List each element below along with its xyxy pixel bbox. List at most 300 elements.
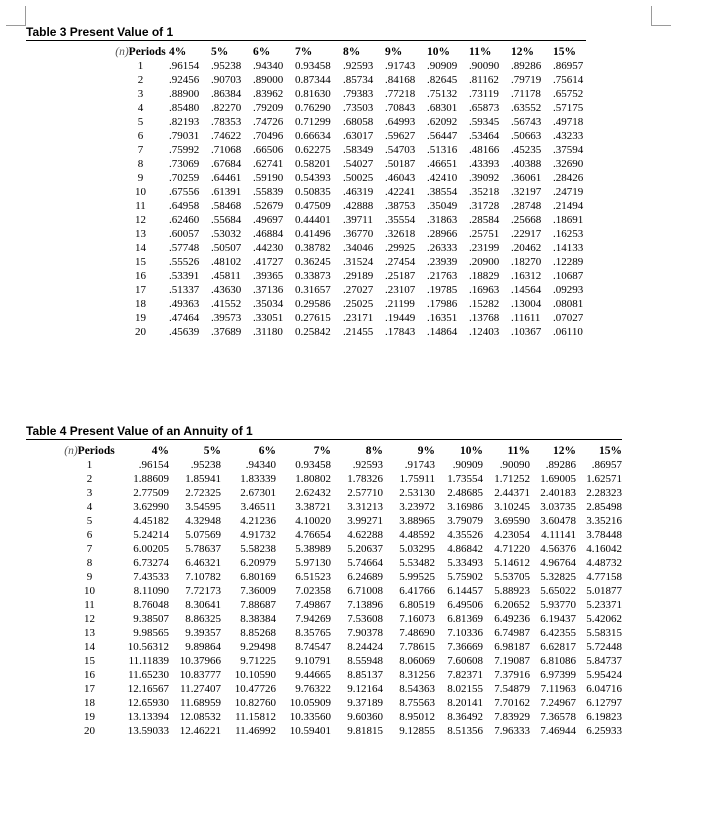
corner-mark-left-vertical [25, 6, 26, 26]
period-cell: 4 [86, 501, 93, 513]
rate-header: 4% [151, 445, 169, 457]
value-cell: 0.47509 [295, 200, 331, 212]
value-cell: 4.48592 [399, 529, 435, 541]
value-cell: .33051 [253, 312, 284, 324]
table-row [112, 143, 586, 157]
value-cell: 4.77158 [586, 571, 622, 583]
value-cell: .53391 [169, 270, 200, 282]
table4-periods-header [62, 444, 117, 458]
value-cell: .74726 [253, 116, 284, 128]
value-cell: 10.82760 [234, 697, 276, 709]
value-cell: .28748 [511, 200, 542, 212]
value-cell: .35554 [385, 214, 416, 226]
table-row [62, 612, 622, 626]
period-cell: 12 [135, 214, 146, 226]
period-cell: 5 [86, 515, 93, 527]
value-cell: .36770 [343, 228, 374, 240]
value-cell: 7.49867 [295, 599, 331, 611]
value-cell: 5.20637 [347, 543, 383, 555]
value-cell: 4.21236 [240, 515, 276, 527]
table-row [112, 283, 586, 297]
value-cell: .55684 [211, 214, 242, 226]
period-cell: 7 [86, 543, 93, 555]
table-row [112, 199, 586, 213]
value-cell: 6.04716 [586, 683, 622, 695]
value-cell: .55839 [253, 186, 284, 198]
value-cell: 8.54363 [399, 683, 435, 695]
value-cell: 8.51356 [447, 725, 483, 737]
value-cell: 7.94269 [295, 613, 331, 625]
value-cell: 4.62288 [347, 529, 383, 541]
value-cell: .46319 [343, 186, 374, 198]
value-cell: .11611 [511, 312, 541, 324]
value-cell: .41727 [253, 256, 284, 268]
table-row [62, 542, 622, 556]
value-cell: .31863 [427, 214, 458, 226]
value-cell: .67556 [169, 186, 200, 198]
value-cell: .56447 [427, 130, 458, 142]
value-cell: 4.45182 [133, 515, 169, 527]
value-cell: .56743 [511, 116, 542, 128]
table-row [62, 584, 622, 598]
value-cell: .90909 [452, 459, 483, 471]
value-cell: 11.27407 [180, 683, 221, 695]
value-cell: 5.23371 [586, 599, 622, 611]
period-cell: 9 [86, 571, 93, 583]
value-cell: 5.75902 [447, 571, 483, 583]
value-cell: 8.85268 [240, 627, 276, 639]
value-cell: 11.11839 [128, 655, 169, 667]
value-cell: .23107 [385, 284, 416, 296]
value-cell: 7.02358 [295, 585, 331, 597]
value-cell: 3.69590 [494, 515, 530, 527]
value-cell: 8.55948 [347, 655, 383, 667]
value-cell: .64993 [385, 116, 416, 128]
period-cell: 14 [84, 641, 95, 653]
value-cell: 6.80519 [399, 599, 435, 611]
value-cell: .46651 [427, 158, 458, 170]
value-cell: .44230 [253, 242, 284, 254]
value-cell: .60057 [169, 228, 200, 240]
period-cell: 9 [137, 172, 144, 184]
period-cell: 8 [86, 557, 93, 569]
corner-mark-right-horizontal [651, 25, 671, 26]
rate-header: 8% [365, 445, 383, 457]
value-cell: 10.05909 [289, 697, 331, 709]
value-cell: 7.54879 [494, 683, 530, 695]
value-cell: 4.35526 [447, 529, 483, 541]
rate-header: 6% [253, 46, 271, 58]
value-cell: .89286 [511, 60, 542, 72]
rate-header: 11% [507, 445, 530, 457]
value-cell: 4.48732 [586, 557, 622, 569]
period-cell: 16 [84, 669, 95, 681]
value-cell: 3.62990 [133, 501, 169, 513]
value-cell: 0.27615 [295, 312, 331, 324]
value-cell: .39365 [253, 270, 284, 282]
value-cell: .13004 [511, 298, 542, 310]
value-cell: .68058 [343, 116, 374, 128]
value-cell: .20462 [511, 242, 542, 254]
table3-header-row [112, 45, 586, 59]
period-cell: 19 [84, 711, 95, 723]
value-cell: .50663 [511, 130, 542, 142]
value-cell: 6.49506 [447, 599, 483, 611]
period-cell: 6 [86, 529, 93, 541]
period-cell: 14 [135, 242, 146, 254]
value-cell: 6.19823 [586, 711, 622, 723]
value-cell: 0.41496 [295, 228, 331, 240]
value-cell: 2.48685 [447, 487, 483, 499]
period-cell: 3 [137, 88, 144, 100]
value-cell: .49718 [553, 116, 584, 128]
value-cell: 11.46992 [235, 725, 276, 737]
value-cell: .73069 [169, 158, 200, 170]
period-cell: 17 [135, 284, 146, 296]
value-cell: .35049 [427, 200, 458, 212]
period-cell: 5 [137, 116, 144, 128]
value-cell: 8.95012 [399, 711, 435, 723]
value-cell: .73503 [343, 102, 374, 114]
value-cell: 5.07569 [185, 529, 221, 541]
value-cell: 9.12164 [347, 683, 383, 695]
period-cell: 16 [135, 270, 146, 282]
value-cell: .28584 [469, 214, 500, 226]
value-cell: .32618 [385, 228, 416, 240]
value-cell: 5.99525 [399, 571, 435, 583]
value-cell: 2.53130 [399, 487, 435, 499]
value-cell: .50025 [343, 172, 374, 184]
value-cell: 6.14457 [447, 585, 483, 597]
value-cell: 8.06069 [399, 655, 435, 667]
rate-header: 10% [427, 46, 450, 58]
value-cell: 10.33560 [289, 711, 331, 723]
table4-body [62, 458, 622, 738]
value-cell: .27454 [385, 256, 416, 268]
value-cell: 7.19087 [494, 655, 530, 667]
periods-label: Periods [77, 445, 115, 457]
value-cell: .57748 [169, 242, 200, 254]
value-cell: 3.46511 [240, 501, 276, 513]
value-cell: 0.36245 [295, 256, 331, 268]
table-row [62, 724, 622, 738]
table-row [62, 640, 622, 654]
period-cell: 20 [84, 725, 95, 737]
value-cell: .12289 [553, 256, 584, 268]
value-cell: .31180 [253, 326, 283, 338]
value-cell: .16963 [469, 284, 500, 296]
value-cell: 8.30641 [185, 599, 221, 611]
value-cell: .15282 [469, 298, 500, 310]
value-cell: 4.91732 [240, 529, 276, 541]
value-cell: .91743 [404, 459, 435, 471]
value-cell: 7.83929 [494, 711, 530, 723]
value-cell: 0.66634 [295, 130, 331, 142]
value-cell: .16312 [511, 270, 542, 282]
value-cell: .43393 [469, 158, 500, 170]
value-cell: 2.28323 [586, 487, 622, 499]
value-cell: 6.97399 [540, 669, 576, 681]
table-row [62, 668, 622, 682]
value-cell: 1.75911 [399, 473, 435, 485]
periods-label: Periods [128, 46, 166, 58]
value-cell: 8.38384 [240, 613, 276, 625]
value-cell: .45639 [169, 326, 200, 338]
table-row [112, 325, 586, 339]
value-cell: .86957 [553, 60, 584, 72]
value-cell: 0.50835 [295, 186, 331, 198]
value-cell: 9.44665 [295, 669, 331, 681]
value-cell: 6.81369 [447, 613, 483, 625]
value-cell: .61391 [211, 186, 242, 198]
period-cell: 18 [135, 298, 146, 310]
value-cell: .66506 [253, 144, 284, 156]
value-cell: .46043 [385, 172, 416, 184]
value-cell: 9.71225 [240, 655, 276, 667]
value-cell: .45811 [211, 270, 241, 282]
value-cell: 5.74664 [347, 557, 383, 569]
value-cell: 0.62275 [295, 144, 331, 156]
value-cell: 6.20652 [494, 599, 530, 611]
value-cell: 0.29586 [295, 298, 331, 310]
value-cell: .62741 [253, 158, 284, 170]
period-cell: 13 [84, 627, 95, 639]
value-cell: 7.48690 [399, 627, 435, 639]
value-cell: .18270 [511, 256, 542, 268]
value-cell: 6.51523 [295, 571, 331, 583]
value-cell: 2.57710 [347, 487, 383, 499]
value-cell: 7.37916 [494, 669, 530, 681]
value-cell: 5.84737 [586, 655, 622, 667]
value-cell: .50507 [211, 242, 242, 254]
value-cell: 8.85137 [347, 669, 383, 681]
value-cell: .26333 [427, 242, 458, 254]
table3-body [112, 59, 586, 339]
value-cell: .48166 [469, 144, 500, 156]
value-cell: .79031 [169, 130, 200, 142]
value-cell: 7.70162 [494, 697, 530, 709]
value-cell: 5.42062 [586, 613, 622, 625]
value-cell: 7.10336 [447, 627, 483, 639]
value-cell: 6.25933 [586, 725, 622, 737]
table-row [62, 472, 622, 486]
n-symbol: (n) [64, 445, 78, 457]
value-cell: 13.59033 [127, 725, 169, 737]
value-cell: .82193 [169, 116, 200, 128]
value-cell: .25668 [511, 214, 542, 226]
period-cell: 13 [135, 228, 146, 240]
value-cell: 8.11090 [133, 585, 169, 597]
value-cell: 8.75563 [399, 697, 435, 709]
table-row [62, 528, 622, 542]
value-cell: 5.58238 [240, 543, 276, 555]
table-row [112, 241, 586, 255]
table3-present-value [112, 45, 586, 339]
rate-header: 8% [343, 46, 361, 58]
value-cell: 5.72448 [586, 641, 622, 653]
value-cell: 7.43533 [133, 571, 169, 583]
value-cell: 9.89864 [185, 641, 221, 653]
period-cell: 1 [137, 60, 144, 72]
value-cell: 9.10791 [295, 655, 331, 667]
value-cell: .29925 [385, 242, 416, 254]
value-cell: .84168 [385, 74, 416, 86]
value-cell: 6.00205 [133, 543, 169, 555]
value-cell: 6.81086 [540, 655, 576, 667]
value-cell: 1.80802 [295, 473, 331, 485]
value-cell: .70259 [169, 172, 200, 184]
rate-header: 15% [599, 445, 622, 457]
value-cell: 1.73554 [447, 473, 483, 485]
value-cell: .64958 [169, 200, 200, 212]
value-cell: .10687 [553, 270, 584, 282]
value-cell: .17843 [385, 326, 416, 338]
table-row [112, 87, 586, 101]
value-cell: .29189 [343, 270, 374, 282]
value-cell: 12.08532 [179, 711, 221, 723]
value-cell: .31524 [343, 256, 374, 268]
table4-top-rule [26, 439, 622, 440]
value-cell: 4.16042 [586, 543, 622, 555]
value-cell: 11.15812 [235, 711, 276, 723]
table-row [112, 297, 586, 311]
table-row [112, 73, 586, 87]
value-cell: .79383 [343, 88, 374, 100]
value-cell: .35218 [469, 186, 500, 198]
value-cell: .91743 [385, 60, 416, 72]
value-cell: 5.32825 [540, 571, 576, 583]
value-cell: .23199 [469, 242, 500, 254]
value-cell: 5.33493 [447, 557, 483, 569]
value-cell: 7.13896 [347, 599, 383, 611]
table-row [112, 227, 586, 241]
table-row [62, 682, 622, 696]
value-cell: .82270 [211, 102, 242, 114]
value-cell: .58468 [211, 200, 242, 212]
value-cell: 1.83339 [240, 473, 276, 485]
value-cell: .09293 [553, 284, 584, 296]
value-cell: 6.74987 [494, 627, 530, 639]
value-cell: .85734 [343, 74, 374, 86]
rate-header: 10% [460, 445, 483, 457]
value-cell: 3.03735 [540, 501, 576, 513]
value-cell: .75992 [169, 144, 200, 156]
table-row [112, 255, 586, 269]
value-cell: 2.77509 [133, 487, 169, 499]
value-cell: .65752 [553, 88, 584, 100]
value-cell: .89286 [545, 459, 576, 471]
value-cell: 11.65230 [128, 669, 169, 681]
value-cell: 0.87344 [295, 74, 331, 86]
value-cell: 6.19437 [540, 613, 576, 625]
value-cell: 10.59401 [289, 725, 331, 737]
value-cell: .70496 [253, 130, 284, 142]
value-cell: .58349 [343, 144, 374, 156]
value-cell: .94340 [253, 60, 284, 72]
table3-title: Table 3 Present Value of 1 [26, 25, 174, 39]
value-cell: .74622 [211, 130, 242, 142]
table-row [112, 269, 586, 283]
value-cell: 9.38507 [133, 613, 169, 625]
value-cell: .28966 [427, 228, 458, 240]
value-cell: .21494 [553, 200, 584, 212]
value-cell: 5.01877 [586, 585, 622, 597]
value-cell: 7.96333 [494, 725, 530, 737]
table-row [62, 696, 622, 710]
value-cell: 4.96764 [540, 557, 576, 569]
value-cell: .37689 [211, 326, 242, 338]
value-cell: .92456 [169, 74, 200, 86]
table-row [112, 171, 586, 185]
value-cell: .48102 [211, 256, 242, 268]
value-cell: 8.76048 [133, 599, 169, 611]
value-cell: 8.74547 [295, 641, 331, 653]
value-cell: 7.90378 [347, 627, 383, 639]
value-cell: 6.20979 [240, 557, 276, 569]
corner-mark-left-horizontal [6, 25, 26, 26]
value-cell: .39092 [469, 172, 500, 184]
value-cell: .16351 [427, 312, 458, 324]
period-cell: 2 [86, 473, 93, 485]
value-cell: .18691 [553, 214, 584, 226]
value-cell: .59345 [469, 116, 500, 128]
value-cell: 4.11141 [541, 529, 576, 541]
value-cell: 1.69005 [540, 473, 576, 485]
value-cell: 7.11963 [540, 683, 576, 695]
value-cell: 2.85498 [586, 501, 622, 513]
period-cell: 2 [137, 74, 144, 86]
value-cell: .14133 [553, 242, 584, 254]
value-cell: 5.03295 [399, 543, 435, 555]
table4-header-row [62, 444, 622, 458]
table-row [62, 514, 622, 528]
value-cell: 2.40183 [540, 487, 576, 499]
value-cell: 7.24967 [540, 697, 576, 709]
value-cell: .73119 [469, 88, 499, 100]
value-cell: 0.93458 [295, 60, 331, 72]
value-cell: .25025 [343, 298, 374, 310]
value-cell: .28426 [553, 172, 584, 184]
rate-header: 5% [203, 445, 221, 457]
value-cell: .52679 [253, 200, 284, 212]
value-cell: .32690 [553, 158, 584, 170]
value-cell: .79719 [511, 74, 542, 86]
value-cell: 7.78615 [399, 641, 435, 653]
value-cell: 10.10590 [234, 669, 276, 681]
value-cell: .31728 [469, 200, 500, 212]
value-cell: 8.02155 [447, 683, 483, 695]
value-cell: 8.31256 [399, 669, 435, 681]
value-cell: .63017 [343, 130, 374, 142]
value-cell: 2.72325 [185, 487, 221, 499]
value-cell: .59190 [253, 172, 284, 184]
value-cell: 8.20141 [447, 697, 483, 709]
value-cell: 10.37966 [179, 655, 221, 667]
value-cell: 0.38782 [295, 242, 331, 254]
value-cell: 6.46321 [185, 557, 221, 569]
rate-header: 9% [385, 46, 403, 58]
value-cell: .47464 [169, 312, 200, 324]
value-cell: .49697 [253, 214, 284, 226]
value-cell: .18829 [469, 270, 500, 282]
value-cell: .40388 [511, 158, 542, 170]
value-cell: .51337 [169, 284, 200, 296]
rate-header: 11% [469, 46, 492, 58]
value-cell: .96154 [138, 459, 169, 471]
value-cell: .82645 [427, 74, 458, 86]
value-cell: 3.99271 [347, 515, 383, 527]
value-cell: 1.85941 [185, 473, 221, 485]
